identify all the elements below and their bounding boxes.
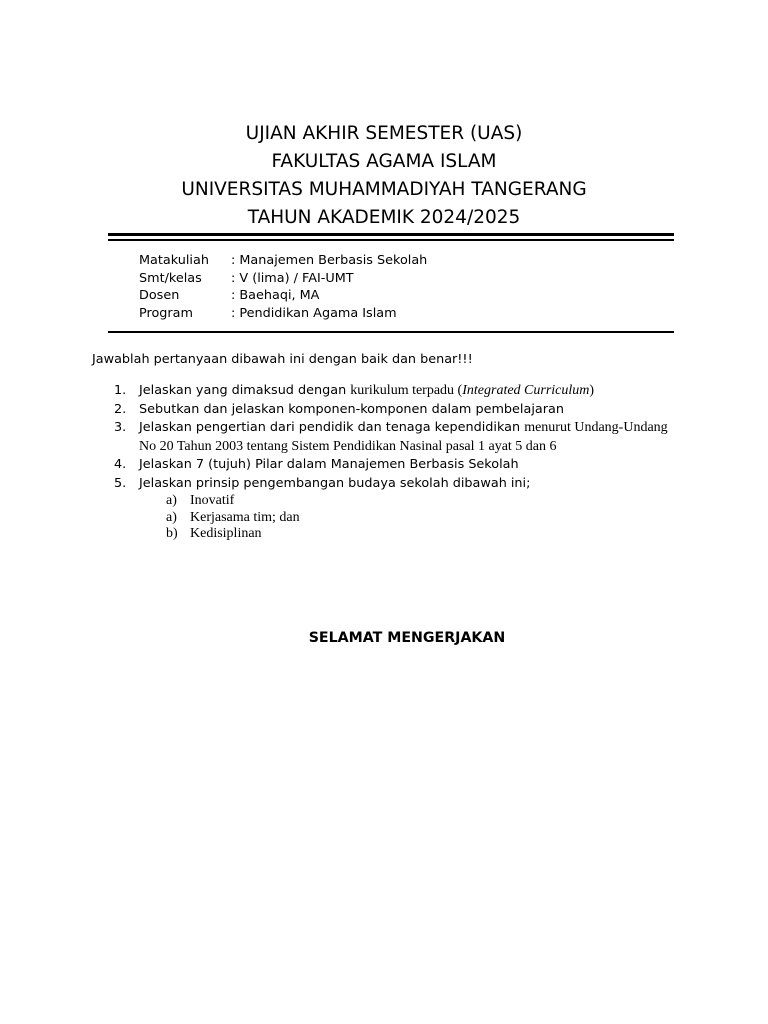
question-item (114, 475, 684, 494)
question-text-part: Jelaskan yang dimaksud dengan (139, 383, 351, 398)
question-number: 1. (114, 383, 127, 398)
header-title: UJIAN AKHIR SEMESTER (UAS) (245, 123, 523, 144)
sub-item-text: Kerjasama tim; dan (190, 509, 300, 525)
course-info (139, 252, 427, 322)
question-text-part: ) (589, 383, 595, 398)
sub-item-label: b) (166, 526, 178, 541)
question-text-part: menurut Undang-Undang No 20 Tahun 2003 tentang Sistem Pendidikan Nasinal pasal 1 ayat 5 dan 6 (139, 420, 668, 454)
question-text: Sebutkan dan jelaskan komponen-komponen dalam pembelajaran (139, 401, 564, 417)
info-row-course (139, 252, 427, 270)
info-value: : V (lima) / FAI-UMT (231, 270, 354, 286)
info-value: : Manajemen Berbasis Sekolah (231, 253, 428, 268)
info-value: : Baehaqi, MA (231, 288, 320, 303)
closing-text: SELAMAT MENGERJAKAN (308, 630, 506, 646)
question-text: Jelaskan 7 (tujuh) Pilar dalam Manajemen Berbasis Sekolah (139, 457, 519, 472)
sub-item-text: Kedisiplinan (190, 526, 262, 541)
question-number: 4. (114, 457, 127, 472)
info-label: Program (139, 305, 193, 321)
info-row-semester-class (139, 270, 427, 288)
question-item (114, 456, 684, 475)
header-divider-thick (108, 233, 674, 236)
question-text (139, 419, 684, 456)
instruction-text: Jawablah pertanyaan dibawah ini dengan baik dan benar!!! (92, 352, 473, 367)
question-item (114, 382, 684, 401)
exam-header (0, 120, 768, 232)
question-text: Jelaskan prinsip pengembangan budaya sekolah dibawah ini; (139, 475, 531, 491)
question-item (114, 419, 684, 456)
sub-item-label: a) (166, 509, 177, 525)
info-label: Dosen (139, 288, 180, 303)
question-item (114, 401, 684, 420)
header-university: UNIVERSITAS MUHAMMADIYAH TANGERANG (181, 179, 587, 200)
question-text (139, 382, 684, 401)
header-academic-year: TAHUN AKADEMIK 2024/2025 (247, 207, 521, 228)
sub-item-text: Inovatif (190, 493, 235, 508)
info-value: : Pendidikan Agama Islam (231, 305, 397, 321)
question-number: 3. (114, 420, 127, 435)
sub-item (166, 510, 684, 527)
info-row-lecturer (139, 287, 427, 305)
question-number: 5. (114, 475, 127, 491)
question-text-part: kurikulum terpadu ( (350, 383, 463, 398)
sub-item (166, 493, 684, 510)
info-label: Matakuliah (139, 253, 209, 268)
sub-item (166, 526, 684, 543)
header-faculty: FAKULTAS AGAMA ISLAM (271, 151, 497, 172)
question-number: 2. (114, 401, 127, 417)
question-text-italic: Integrated Curriculum (462, 383, 590, 398)
header-divider-thin (108, 239, 674, 241)
info-divider (108, 331, 674, 333)
sub-item-label: a) (166, 493, 177, 508)
question-text-part: Jelaskan pengertian dari pendidik dan tenaga kependidikan (139, 420, 525, 435)
question-list (114, 382, 684, 543)
info-label: Smt/kelas (139, 270, 202, 286)
info-row-program (139, 305, 427, 323)
